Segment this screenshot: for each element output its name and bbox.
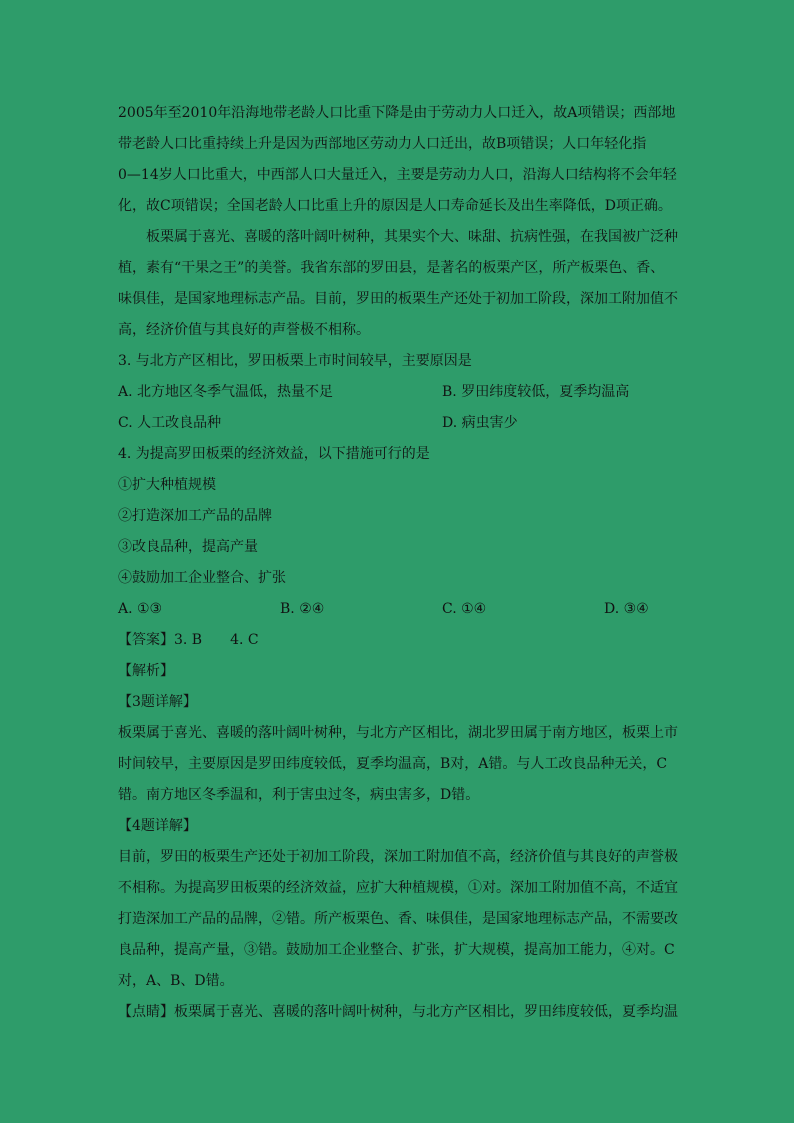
option-c: C. ①④ xyxy=(442,601,487,617)
document-page xyxy=(118,98,678,1028)
measure-item: ②打造深加工产品的品牌 xyxy=(118,508,272,524)
question-3 xyxy=(118,346,678,439)
text-line: 带老龄人口比重持续上升是因为西部地区劳动力人口迁出，故B项错误；人口年轻化指 xyxy=(118,136,647,152)
detail-4 xyxy=(118,811,678,997)
measure-item: ③改良品种，提高产量 xyxy=(118,539,258,555)
measure-item: ①扩大种植规模 xyxy=(118,477,216,493)
option-row xyxy=(118,408,678,439)
option-d: D. 病虫害少 xyxy=(442,415,518,431)
answer-line: 【答案】3. B 4. C xyxy=(118,632,259,648)
text-line: 高，经济价值与其良好的声誉极不相称。 xyxy=(118,322,370,338)
detail-3 xyxy=(118,687,678,811)
text-line: 对，A、B、D错。 xyxy=(118,973,234,989)
tip-line xyxy=(118,997,678,1028)
text-line: 良品种，提高产量，③错。鼓励加工企业整合、扩张，扩大规模，提高加工能力，④对。C xyxy=(118,942,675,958)
reading-passage xyxy=(118,222,678,346)
text-line: 板栗属于喜光、喜暖的落叶阔叶树种，与北方产区相比，湖北罗田属于南方地区，板栗上市 xyxy=(118,725,678,741)
text-line: 时间较早，主要原因是罗田纬度较低，夏季均温高，B对，A错。与人工改良品种无关，C xyxy=(118,756,668,772)
text-line: 目前，罗田的板栗生产还处于初加工阶段，深加工附加值不高，经济价值与其良好的声誉极 xyxy=(118,849,678,865)
analysis-label: 【解析】 xyxy=(118,663,174,679)
text-line: 错。南方地区冬季温和，利于害虫过冬，病虫害多，D错。 xyxy=(118,787,480,803)
tip-text: 板栗属于喜光、喜暖的落叶阔叶树种，与北方产区相比，罗田纬度较低，夏季均温 xyxy=(174,1004,678,1020)
detail-heading: 【3题详解】 xyxy=(118,694,197,710)
explanation-paragraph xyxy=(118,98,678,222)
text-line: 板栗属于喜光、喜暖的落叶阔叶树种，其果实个大、味甜、抗病性强，在我国被广泛种 xyxy=(146,229,678,245)
measure-item: ④鼓励加工企业整合、扩张 xyxy=(118,570,286,586)
text-line: 2005年至2010年沿海地带老龄人口比重下降是由于劳动力人口迁入，故A项错误；西部地 xyxy=(118,105,676,121)
option-row xyxy=(118,377,678,408)
text-line: 化，故C项错误；全国老龄人口比重上升的原因是人口寿命延长及出生率降低，D项正确。 xyxy=(118,198,672,214)
option-a: A. 北方地区冬季气温低，热量不足 xyxy=(118,384,334,400)
question-stem: 4. 为提高罗田板栗的经济效益，以下措施可行的是 xyxy=(118,446,430,462)
text-line: 味俱佳，是国家地理标志产品。目前，罗田的板栗生产还处于初加工阶段，深加工附加值不 xyxy=(118,291,678,307)
option-row xyxy=(118,594,678,625)
text-line: 打造深加工产品的品牌，②错。所产板栗色、香、味俱佳，是国家地理标志产品，不需要改 xyxy=(118,911,678,927)
question-stem: 3. 与北方产区相比，罗田板栗上市时间较早，主要原因是 xyxy=(118,353,472,369)
tip-label: 【点睛】 xyxy=(118,1004,174,1020)
text-line: 不相称。为提高罗田板栗的经济效益，应扩大种植规模，①对。深加工附加值不高，不适宜 xyxy=(118,880,678,896)
text-line: 植，素有“干果之王”的美誉。我省东部的罗田县，是著名的板栗产区，所产板栗色、香、 xyxy=(118,260,665,276)
option-c: C. 人工改良品种 xyxy=(118,415,222,431)
option-d: D. ③④ xyxy=(604,601,649,617)
text-line: 0—14岁人口比重大，中西部人口大量迁入，主要是劳动力人口，沿海人口结构将不会年轻 xyxy=(118,167,677,183)
question-4 xyxy=(118,439,678,625)
detail-heading: 【4题详解】 xyxy=(118,818,197,834)
option-b: B. 罗田纬度较低，夏季均温高 xyxy=(442,384,630,400)
option-a: A. ①③ xyxy=(118,601,163,617)
option-b: B. ②④ xyxy=(280,601,325,617)
